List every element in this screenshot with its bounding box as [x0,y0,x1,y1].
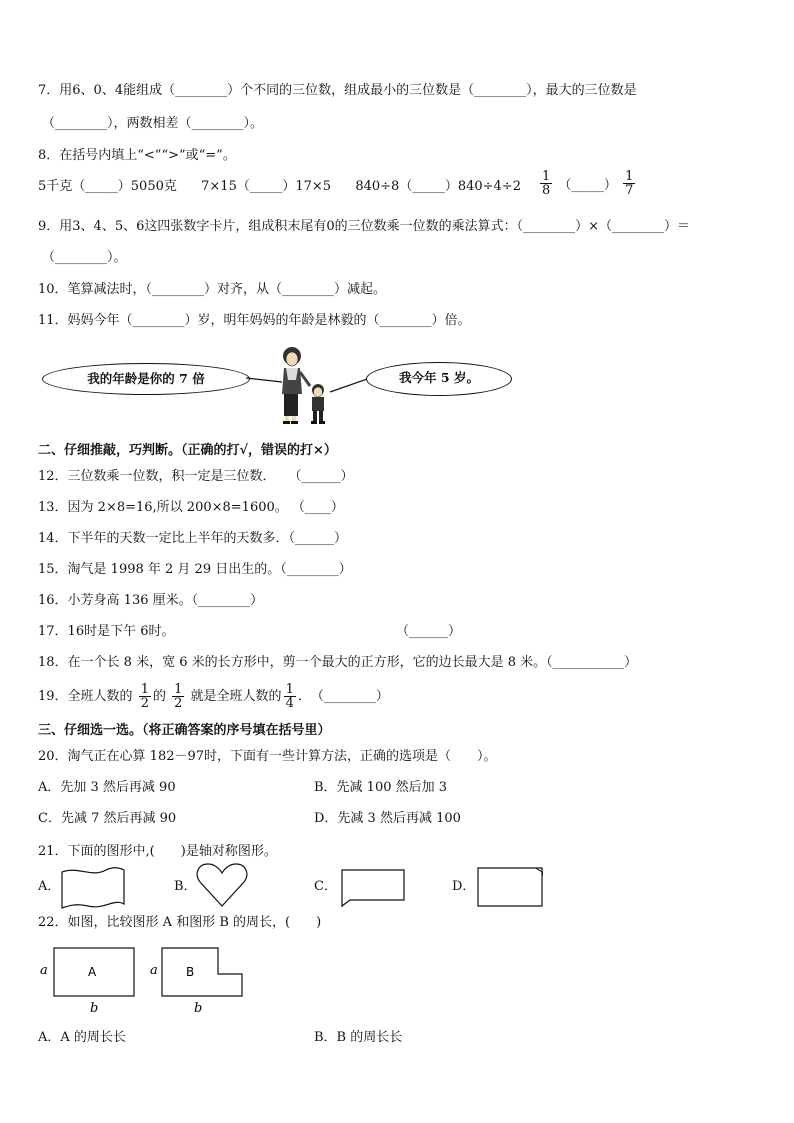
q19-frac1: $\frac{1}{2}$ [140,682,149,711]
q18: 18．在一个长 8 米，宽 6 米的长方形中，剪一个最大的正方形，它的边长最大是 8 米。（___________） [38,655,638,670]
q8-frac-blank: （_____） [558,178,617,193]
q19-prefix: 19．全班人数的 [38,689,133,704]
section3-heading: 三、仔细选一选。（将正确答案的序号填在括号里） [38,723,331,738]
q19-suffix: ． （________） [297,689,389,704]
q21-stem: 21．下面的图形中,( )是轴对称图形。 [38,844,277,859]
q22-option-a: A．A 的周长长 [38,1030,126,1045]
q19-mid2: 就是全班人数的 [190,689,282,704]
q8-item1: 5千克（_____）5050克 [38,179,177,194]
q9-line1: 9．用3、4、5、6这四张数字卡片，组成积末尾有0的三位数乘一位数的乘法算式：（________）×（________）＝ [38,219,691,234]
q10: 10．笔算减法时，（________）对齐，从（________）减起。 [38,282,387,297]
q17-blank: （______） [396,624,462,639]
q19-frac3: $\frac{1}{4}$ [285,682,294,711]
q19-frac2: $\frac{1}{2}$ [174,682,183,711]
q21-label-a: A． [38,879,61,894]
q16: 16．小芳身高 136 厘米。（________） [38,593,264,608]
figure-b-label: B [186,965,195,979]
q21-label-b: B． [174,879,197,894]
q20-option-b: B．先减 100 然后加 3 [314,780,448,795]
q20-option-d: D．先减 3 然后再减 100 [314,811,461,826]
q14: 14．下半年的天数一定比上半年的天数多．（______） [38,531,348,546]
q8-item2: 7×15（_____）17×5 [201,179,332,194]
q9-line2: （________）。 [42,250,127,265]
figure-a-label: A [88,965,97,979]
figure-b-side-b: b [194,1001,203,1016]
q7-line1: 7．用6、0、4能组成（________）个不同的三位数，组成最小的三位数是（________），最大的三位数是 [38,83,637,98]
q21-label-d: D． [452,879,476,894]
speech-bubble-right: 我今年 5 岁。 [366,362,512,396]
q13: 13．因为 2×8=16,所以 200×8=1600。 （____） [38,500,344,515]
figure-b-side-a: a [150,963,158,978]
q12: 12．三位数乘一位数，积一定是三位数． （______） [38,469,354,484]
figure-a-side-a: a [40,963,48,978]
q8-frac2: $\frac{1}{7}$ [625,169,634,198]
q7-line2: （________），两数相差（________）。 [42,116,264,131]
q19-mid1: 的 [152,689,166,704]
q8-title: 8．在括号内填上“<”“>”或“=”。 [38,148,236,163]
q17-text: 17．16时是下午 6时。 [38,624,175,639]
q8-frac1: $\frac{1}{8}$ [542,169,551,198]
q22-stem: 22．如图，比较图形 A 和图形 B 的周长，( ) [38,915,322,930]
speech-bubble-left: 我的年龄是你的 7 倍 [42,363,250,395]
q20-option-c: C．先减 7 然后再减 90 [38,811,177,826]
q22-option-b: B．B 的周长长 [314,1030,403,1045]
q20-stem: 20．淘气正在心算 182－97时，下面有一些计算方法，正确的选项是（ ）。 [38,749,497,764]
figure-b-shape [162,948,242,996]
section2-heading: 二、仔细推敲，巧判断。（正确的打√，错误的打×） [38,443,337,458]
q11: 11．妈妈今年（________）岁，明年妈妈的年龄是林毅的（________）倍。 [38,313,471,328]
q15: 15．淘气是 1998 年 2 月 29 日出生的。（________） [38,562,352,577]
figure-a-side-b: b [90,1001,99,1016]
q21-label-c: C． [314,879,337,894]
q20-option-a: A．先加 3 然后再减 90 [38,780,176,795]
q8-item3: 840÷8（_____）840÷4÷2 [355,179,521,194]
